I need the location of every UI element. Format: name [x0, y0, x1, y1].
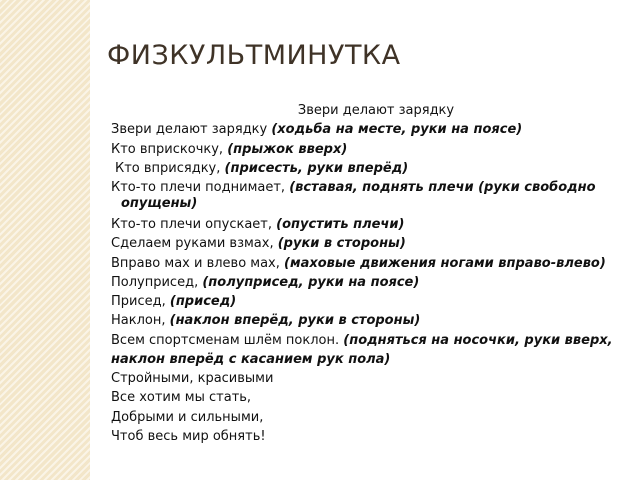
poem-body	[111, 101, 631, 446]
line-instruction: (опустить плечи)	[276, 217, 405, 232]
line-instruction: (маховые движения ногами вправо-влево)	[284, 255, 606, 271]
line-text: Всем спортсменам шлём поклон.	[111, 332, 344, 348]
poem-line-8	[111, 273, 631, 292]
poem-line-4	[111, 178, 631, 215]
poem-line-3	[111, 159, 631, 178]
line-instruction: (присесть, руки вперёд)	[224, 160, 409, 176]
line-text: Вправо мах и влево мах,	[111, 255, 285, 271]
line-text: Все хотим мы стать,	[111, 390, 252, 406]
line-instruction: (присед)	[169, 294, 237, 309]
line-text: Стройными, красивыми	[111, 371, 274, 386]
line-text: Кто-то плечи поднимает,	[111, 180, 290, 195]
line-text: Присед,	[111, 294, 170, 309]
line-instruction: (подняться на носочки, руки вверх,	[343, 332, 613, 348]
line-instruction: (полуприсед, руки на поясе)	[202, 274, 420, 290]
line-instruction: (ходьба на месте, руки на поясе)	[271, 122, 523, 138]
poem-line-1	[111, 120, 631, 139]
poem-line-9	[111, 292, 631, 311]
poem-line-16	[111, 427, 631, 446]
poem-line-13	[111, 369, 631, 388]
line-instruction: (прыжок вверх)	[227, 141, 348, 157]
poem-line-11	[111, 331, 631, 350]
line-text: Полуприсед,	[111, 274, 203, 290]
line-instruction: наклон вперёд с касанием рук пола)	[111, 351, 391, 367]
line-text: Сделаем руками взмах,	[111, 236, 278, 252]
line-instruction: (руки в стороны)	[277, 236, 406, 252]
line-text: Наклон,	[111, 313, 170, 329]
line-instruction: (наклон вперёд, руки в стороны)	[169, 313, 421, 329]
line-text: Кто вприсядку,	[115, 160, 225, 176]
poem-line-6	[111, 234, 631, 253]
poem-line-14	[111, 388, 631, 407]
line-text: Добрыми и сильными,	[111, 409, 264, 425]
line-instruction-continued: опущены)	[121, 196, 198, 211]
poem-line-12	[111, 350, 631, 369]
line-text: Чтоб весь мир обнять!	[111, 428, 266, 444]
line-instruction: (вставая, поднять плечи (руки свободно	[289, 180, 596, 195]
line-text: Кто вприскочку,	[111, 141, 228, 157]
decorative-left-stripe	[0, 0, 90, 480]
poem-line-2	[111, 140, 631, 159]
poem-line-10	[111, 311, 631, 330]
line-text: Кто-то плечи опускает,	[111, 217, 277, 232]
line-text: Звери делают зарядку	[111, 122, 272, 138]
poem-line-15	[111, 408, 631, 427]
poem-line-5	[111, 215, 631, 234]
slide-title: ФИЗКУЛЬТМИНУТКА	[107, 40, 401, 71]
poem-title: Звери делают зарядку	[297, 103, 455, 118]
poem-line-7	[111, 254, 631, 273]
